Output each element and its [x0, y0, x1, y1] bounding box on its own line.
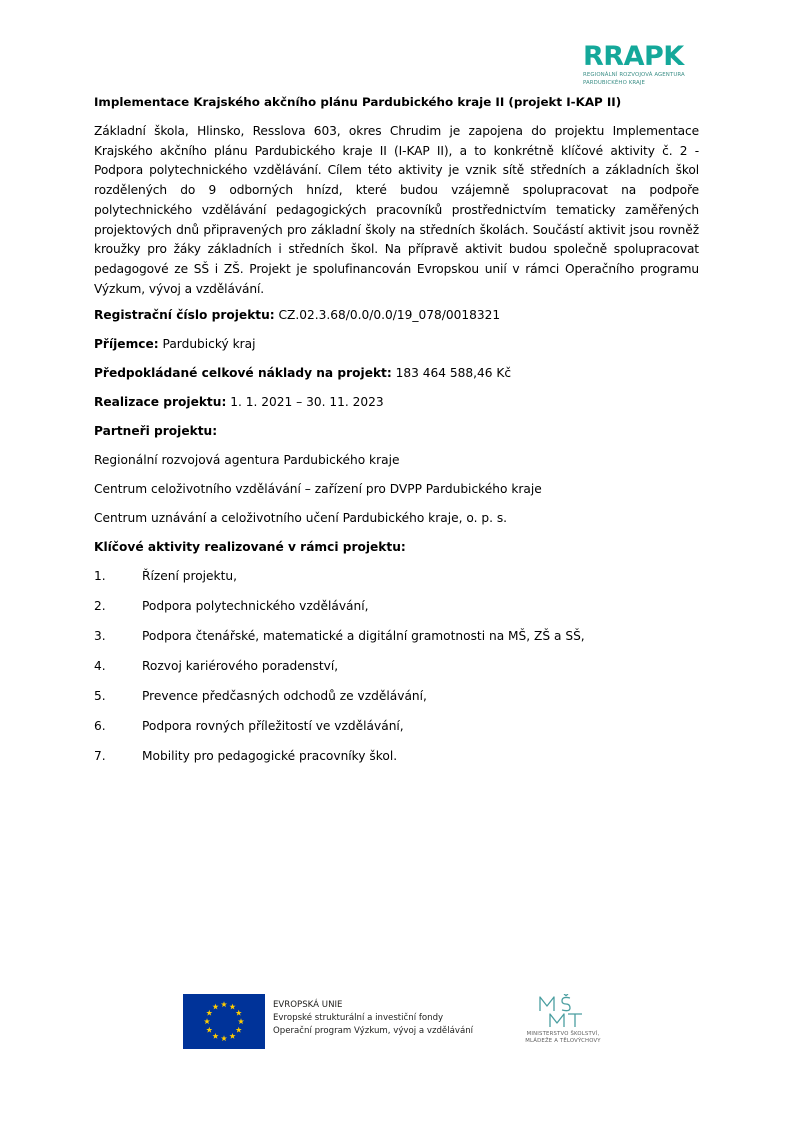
- msmt-name: [508, 1031, 618, 1044]
- partner-item: Centrum uznávání a celoživotního učení Pardubického kraje, o. p. s.: [94, 511, 508, 526]
- list-number: 7.: [94, 748, 106, 763]
- rrapk-logo-word: RRAPK: [583, 41, 684, 72]
- list-number: 3.: [94, 629, 106, 644]
- rrapk-logo: [583, 41, 723, 90]
- field-registration: [94, 307, 699, 336]
- eu-line: Operační program Výzkum, vývoj a vzdělávání: [273, 1026, 474, 1036]
- list-item: [94, 568, 699, 598]
- field-recipient: [94, 336, 699, 365]
- partner-item: Centrum celoživotního vzdělávání – zařízení pro DVPP Pardubického kraje: [94, 482, 542, 497]
- document-title: Implementace Krajského akčního plánu Pardubického kraje II (projekt I-KAP II): [94, 95, 622, 109]
- field-label: Registrační číslo projektu:: [94, 308, 275, 323]
- list-number: 4.: [94, 659, 106, 673]
- list-number: 1.: [94, 569, 106, 584]
- field-label: Předpokládané celkové náklady na projekt:: [94, 366, 392, 381]
- partners-heading: Partneři projektu:: [94, 424, 218, 439]
- list-text: Rozvoj kariérového poradenství,: [142, 659, 339, 673]
- msmt-line: MLÁDEŽE A TĚLOVÝCHOVY: [525, 1037, 601, 1044]
- list-text: Podpora čtenářské, matematické a digitální gramotnosti na MŠ, ZŠ a SŠ,: [142, 629, 585, 644]
- list-item: [94, 598, 699, 628]
- list-item: [94, 658, 699, 688]
- msmt-logo-text: [563, 1005, 564, 1006]
- list-item: [94, 628, 699, 658]
- list-item: [94, 748, 699, 778]
- msmt-line: MINISTERSTVO ŠKOLSTVÍ,: [526, 1031, 600, 1037]
- intro-paragraph: Základní škola, Hlinsko, Resslova 603, okres Chrudim je zapojena do projektu Implementace Krajského akčního plánu Pardubického kraje II (I-KAP II), a to konkrétně klíčové aktivity č. 2 - Podpora polytechnického vzdělávání. Cílem této aktivity je vznik sítě středních a základních škol rozdělených do 9 odborných hnízd, které budou vzájemně spolupracovat na podpoře polytechnického vzdělávání pedagogických pracovníků prostřednictvím tematicky zaměřených projektových dnů připravených pro základní školy na středních školách. Součástí aktivit jsou rovněž kroužky pro žáky základních i středních škol. Na přípravě aktivit budou společně spolupracovat pedagogové ze SŠ i ZŠ. Projekt je spolufinancován Evropskou unií v rámci Operačního programu Výzkum, vývoj a vzdělávání.: [94, 124, 699, 296]
- list-number: 5.: [94, 688, 106, 703]
- field-value: Pardubický kraj: [162, 337, 256, 352]
- list-text: Řízení projektu,: [142, 569, 237, 584]
- eu-funding-text: [273, 999, 503, 1038]
- field-value: 183 464 588,46 Kč: [395, 366, 512, 381]
- eu-line: Evropské strukturální a investiční fondy: [273, 1013, 444, 1023]
- field-costs: [94, 365, 699, 394]
- field-value: CZ.02.3.68/0.0/0.0/19_078/0018321: [278, 308, 501, 323]
- list-text: Podpora polytechnického vzdělávání,: [142, 599, 369, 614]
- list-text: Podpora rovných příležitostí ve vzdělávání,: [142, 718, 404, 733]
- list-item: [94, 718, 699, 748]
- partner-item: Regionální rozvojová agentura Pardubického kraje: [94, 453, 400, 468]
- activities-heading: Klíčové aktivity realizované v rámci projektu:: [94, 540, 406, 555]
- eu-line: EVROPSKÁ UNIE: [273, 1000, 343, 1010]
- field-label: Příjemce:: [94, 337, 159, 352]
- field-label: Realizace projektu:: [94, 395, 227, 410]
- eu-flag-icon: [183, 994, 265, 1049]
- msmt-logo: [508, 994, 618, 1050]
- list-item: [94, 688, 699, 718]
- rrapk-logo-line: PARDUBICKÉHO KRAJE: [583, 80, 645, 87]
- document-body: [94, 94, 699, 778]
- field-realization: [94, 394, 699, 423]
- list-text: Mobility pro pedagogické pracovníky škol.: [142, 748, 398, 763]
- field-value: 1. 1. 2021 – 30. 11. 2023: [230, 395, 384, 410]
- rrapk-logo-line: REGIONÁLNÍ ROZVOJOVÁ AGENTURA: [583, 72, 685, 78]
- list-number: 2.: [94, 599, 106, 614]
- list-text: Prevence předčasných odchodů ze vzdělávání,: [142, 688, 427, 703]
- activities-list: [94, 568, 699, 777]
- list-number: 6.: [94, 718, 106, 733]
- msmt-emblem-icon: [508, 994, 618, 1030]
